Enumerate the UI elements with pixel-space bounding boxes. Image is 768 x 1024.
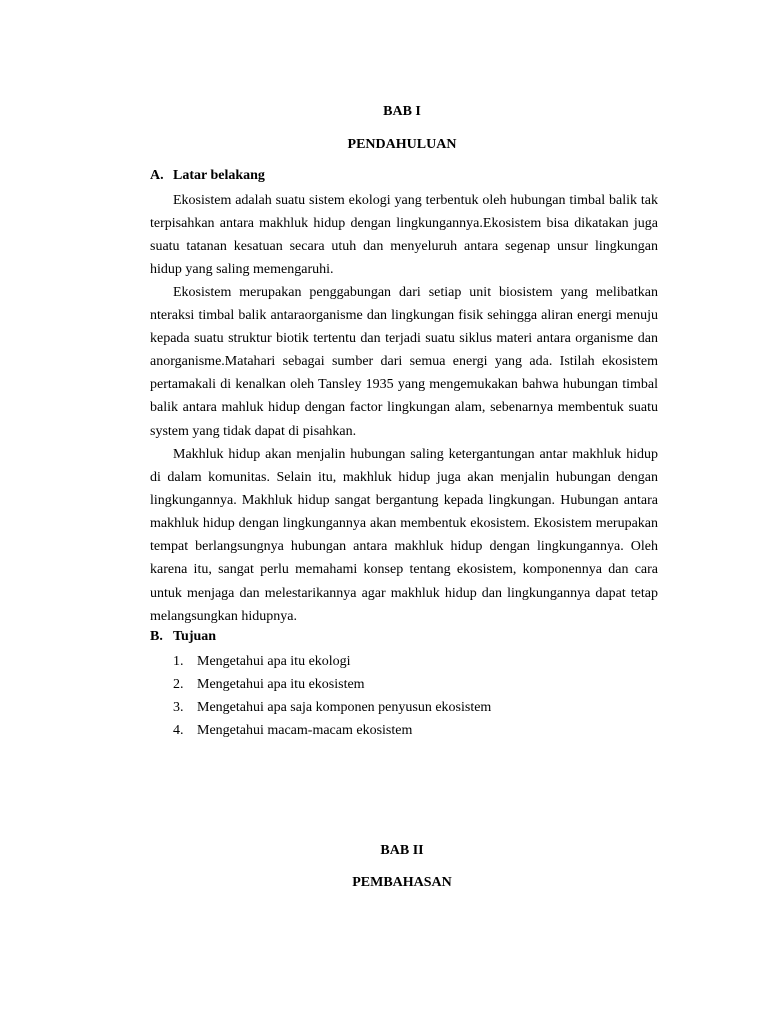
objectives-list <box>173 650 491 742</box>
chapter-2-title: BAB II <box>380 843 424 858</box>
list-item <box>173 673 491 696</box>
list-item-text: Mengetahui apa itu ekologi <box>197 654 351 669</box>
list-item-number: 2. <box>173 677 184 692</box>
list-item-text: Mengetahui macam-macam ekosistem <box>197 723 413 738</box>
section-a-letter: A. <box>150 168 164 183</box>
list-item <box>173 719 491 742</box>
section-a-title: Latar belakang <box>173 168 265 183</box>
section-b-title: Tujuan <box>173 629 217 644</box>
paragraph-1: Ekosistem adalah suatu sistem ekologi yang terbentuk oleh hubungan timbal balik tak terpisahkan antara makhluk hidup dengan lingkungannya.Ekosistem bisa dikatakan juga suatu tatanan kesatuan secara utuh dan menyeluruh antara segenap unsur lingkungan hidup yang saling memengaruhi. <box>150 193 658 278</box>
chapter-title: BAB I <box>383 104 421 119</box>
list-item-text: Mengetahui apa saja komponen penyusun ekosistem <box>197 700 492 715</box>
list-item-number: 4. <box>173 723 184 738</box>
list-item <box>173 650 491 673</box>
chapter-2-subtitle: PEMBAHASAN <box>352 875 452 890</box>
list-item-number: 1. <box>173 654 184 669</box>
section-a-heading <box>150 168 265 184</box>
chapter-subtitle: PENDAHULUAN <box>347 137 457 152</box>
paragraph-3: Makhluk hidup akan menjalin hubungan saling ketergantungan antar makhluk hidup di dalam komunitas. Selain itu, makhluk hidup juga akan menjalin hubungan dengan lingkungannya. Makhluk hidup sangat bergantung kepada lingkungan. Hubungan antara makhluk hidup dengan lingkungannya akan membentuk ekosistem. Ekosistem merupakan tempat berlangsungnya hubungan antara makhluk hidup dengan lingkungannya. Oleh karena itu, sangat perlu memahami konsep tentang ekosistem, komponennya dan cara untuk menjaga dan melestarikannya agar makhluk hidup dan lingkungannya dapat tetap melangsungkan hidupnya. <box>150 447 658 624</box>
list-item-text: Mengetahui apa itu ekosistem <box>197 677 365 692</box>
list-item <box>173 696 491 719</box>
section-b-heading <box>150 629 216 645</box>
section-b-letter: B. <box>150 629 163 644</box>
paragraph-2: Ekosistem merupakan penggabungan dari setiap unit biosistem yang melibatkan nteraksi timbal balik antaraorganisme dan lingkungan fisik sehingga aliran energi menuju kepada suatu struktur biotik tertentu dan terjadi suatu siklus materi antara organisme dan anorganisme.Matahari sebagai sumber dari semua energi yang ada. Istilah ekosistem pertamakali di kenalkan oleh Tansley 1935 yang mengemukakan bahwa hubungan timbal balik antara mahluk hidup dengan factor lingkungan alam, sebenarnya membentuk suatu system yang tidak dapat di pisahkan. <box>150 285 658 439</box>
list-item-number: 3. <box>173 700 184 715</box>
